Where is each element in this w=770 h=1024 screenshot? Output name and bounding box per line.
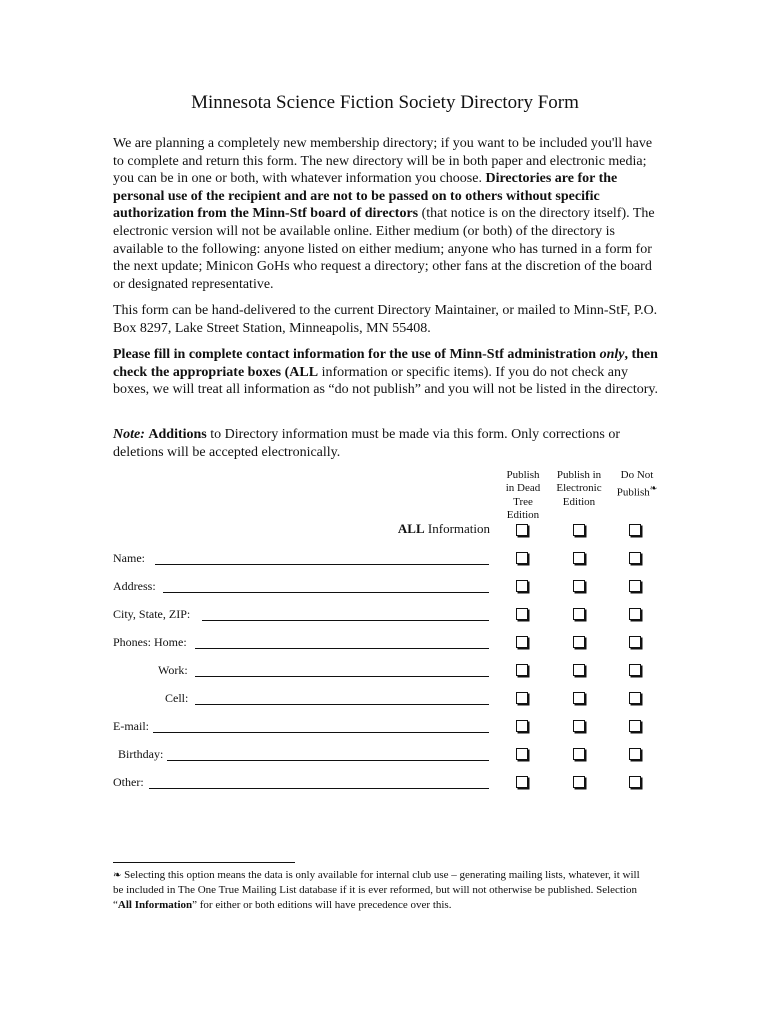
field-label: Name: [113,551,145,565]
birthday-input-line[interactable] [167,760,489,761]
dead-tree-checkbox[interactable] [516,692,528,704]
instructions-bold: Please fill in complete contact information for the use of Minn-Stf administration [113,347,600,362]
all-do-not-publish-checkbox[interactable] [629,524,641,536]
field-row-phone-work [113,661,643,681]
dead-tree-checkbox[interactable] [516,580,528,592]
dead-tree-checkbox[interactable] [516,608,528,620]
electronic-checkbox[interactable] [573,552,585,564]
all-information-label: ALL Information [397,521,490,536]
electronic-checkbox[interactable] [573,776,585,788]
do-not-publish-checkbox[interactable] [629,748,641,760]
note-text: to Directory information must be made via this form. Only corrections or deletions will be accepted electronically. [113,427,621,460]
dead-tree-checkbox[interactable] [516,720,528,732]
footnote-divider [113,862,295,863]
field-row-birthday [113,745,643,765]
field-label: City, State, ZIP: [113,607,191,621]
mailing-text: This form can be hand-delivered to the current Directory Maintainer, or mailed to Minn-StF, P.O. Box 8297, Lake Street Station, Minneapolis, MN 55408. [113,303,658,336]
field-label: Cell: [165,691,189,705]
field-label: Birthday: [118,747,164,761]
all-dead-tree-checkbox[interactable] [516,524,528,536]
other-input-line[interactable] [149,788,489,789]
mailing-paragraph [113,302,658,337]
footnote-mark-icon: ❧ [649,483,658,494]
do-not-publish-checkbox[interactable] [629,552,641,564]
field-label: Other: [113,775,144,789]
field-row-phone-cell [113,689,643,709]
dead-tree-checkbox[interactable] [516,552,528,564]
email-input-line[interactable] [153,732,489,733]
instructions-only: only [599,347,625,362]
field-row-email [113,717,643,737]
column-header-do-not-publish: Do Not Publish❧ [616,469,658,499]
do-not-publish-checkbox[interactable] [629,580,641,592]
dead-tree-checkbox[interactable] [516,748,528,760]
all-electronic-checkbox[interactable] [573,524,585,536]
footnote: ❧ Selecting this option means the data is only available for internal club use – generating mailing lists, whatever, it will be included in The One True Mailing List database if it is ever reformed, but will not otherwise be published. Selection “All Information” for either or both editions will have precedence over this. [113,869,640,911]
field-label: Phones: Home: [113,635,187,649]
address-input-line[interactable] [163,592,489,593]
dead-tree-checkbox[interactable] [516,636,528,648]
field-row-name [113,549,643,569]
electronic-checkbox[interactable] [573,720,585,732]
note-label: Note: [113,427,145,442]
electronic-checkbox[interactable] [573,748,585,760]
phone-work-input-line[interactable] [195,676,489,677]
phone-home-input-line[interactable] [195,648,489,649]
name-input-line[interactable] [155,564,489,565]
intro-text: We are planning a completely new membership directory; if you want to be included you'll have to complete and return this form. The new directory will be in both paper and electronic media; you can be in one or both, with whatever information you choose. [113,136,653,187]
all-information-row [113,521,643,541]
intro-warning: Directories are for the personal use of the recipient and are not to be passed on to others without specific authorization from the Minn-Stf board of directors [113,171,618,222]
electronic-checkbox[interactable] [573,664,585,676]
electronic-checkbox[interactable] [573,580,585,592]
intro-text-continued: (that notice is on the directory itself). The electronic version will not be available online. Either medium (or both) of the directory is available to the following: anyone listed on either medium; anyone who has turned in a form for the next update; Minicon GoHs who request a directory; other fans at the discretion of the board or designated representative. [113,206,655,292]
instructions-bold-2: , then check the appropriate boxes ( [113,347,658,380]
dead-tree-checkbox[interactable] [516,664,528,676]
note-additions: Additions [148,427,207,442]
instructions-paragraph [113,346,658,399]
footnote-mark-icon: ❧ [113,870,122,881]
instructions-text: information or specific items). If you do not check any boxes, we will treat all information as “do not publish” and you will not be listed in the directory. [113,364,658,398]
field-label: Address: [113,579,156,593]
electronic-checkbox[interactable] [573,608,585,620]
field-label: Work: [158,663,188,677]
do-not-publish-checkbox[interactable] [629,720,641,732]
do-not-publish-checkbox[interactable] [629,636,641,648]
field-row-other [113,773,643,793]
column-header-electronic: Publish in Electronic Edition [556,469,602,508]
note-paragraph [113,426,658,461]
do-not-publish-checkbox[interactable] [629,664,641,676]
field-row-address [113,577,643,597]
phone-cell-input-line[interactable] [195,704,489,705]
page-title: Minnesota Science Fiction Society Directory Form [191,92,579,113]
intro-paragraph [113,135,658,293]
electronic-checkbox[interactable] [573,692,585,704]
column-header-dead-tree: Publish in Dead Tree Edition [505,469,541,521]
electronic-checkbox[interactable] [573,636,585,648]
instructions-all: ALL [289,364,319,380]
dead-tree-checkbox[interactable] [516,776,528,788]
city-state-zip-input-line[interactable] [202,620,489,621]
do-not-publish-checkbox[interactable] [629,608,641,620]
field-label: E-mail: [113,719,149,733]
do-not-publish-checkbox[interactable] [629,776,641,788]
do-not-publish-checkbox[interactable] [629,692,641,704]
field-row-city-state-zip [113,605,643,625]
field-row-phone-home [113,633,643,653]
